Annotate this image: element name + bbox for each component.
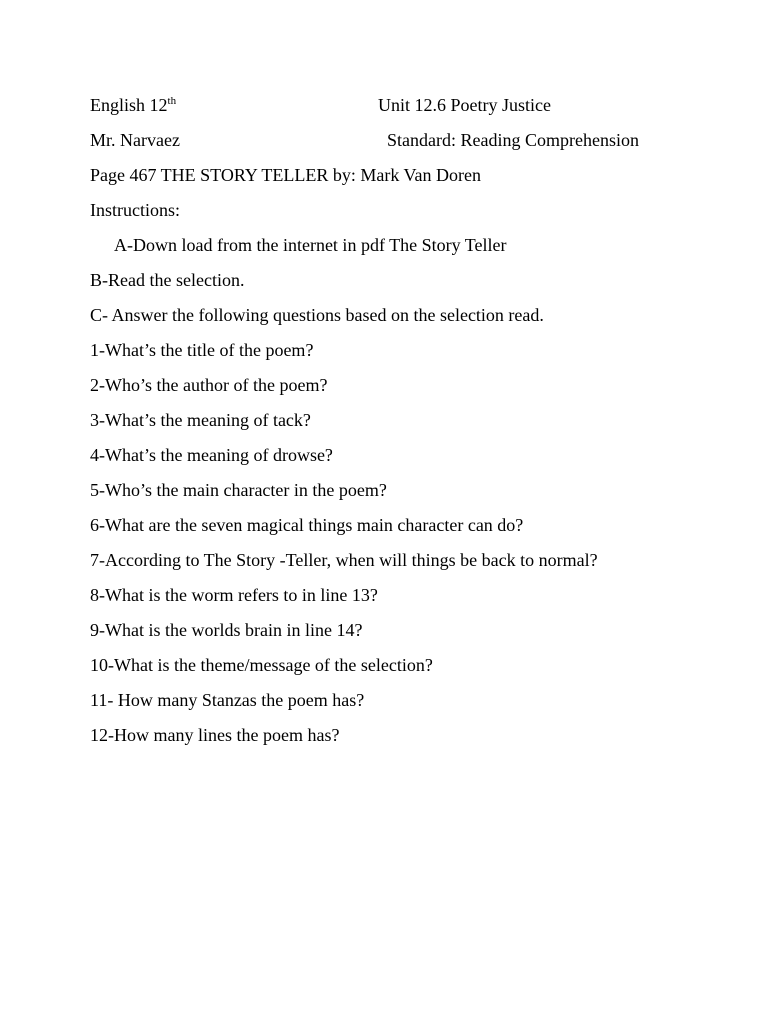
- unit-title: Unit 12.6 Poetry Justice: [378, 95, 551, 115]
- question-item: 10-What is the theme/message of the selection?: [90, 655, 433, 675]
- question-item: 4-What’s the meaning of drowse?: [90, 445, 333, 465]
- course-superscript: th: [167, 95, 177, 107]
- question-item: 11- How many Stanzas the poem has?: [90, 690, 365, 710]
- instruction-step: B-Read the selection.: [90, 270, 245, 290]
- assignment-line: Page 467 THE STORY TELLER by: Mark Van Doren: [90, 165, 481, 185]
- standard-label: Standard: Reading Comprehension: [387, 130, 639, 150]
- question-item: 7-According to The Story -Teller, when will things be back to normal?: [90, 550, 598, 570]
- instruction-step: A-Down load from the internet in pdf The Story Teller: [114, 235, 507, 255]
- question-item: 2-Who’s the author of the poem?: [90, 375, 328, 395]
- question-item: 3-What’s the meaning of tack?: [90, 410, 311, 430]
- question-item: 12-How many lines the poem has?: [90, 725, 340, 745]
- instruction-step: C- Answer the following questions based on the selection read.: [90, 305, 544, 325]
- question-item: 8-What is the worm refers to in line 13?: [90, 585, 378, 605]
- question-item: 9-What is the worlds brain in line 14?: [90, 620, 363, 640]
- question-item: 5-Who’s the main character in the poem?: [90, 480, 387, 500]
- instructions-heading: Instructions:: [90, 200, 180, 220]
- teacher-name: Mr. Narvaez: [90, 130, 180, 150]
- course-title: English 12th: [90, 95, 177, 115]
- question-item: 1-What’s the title of the poem?: [90, 340, 314, 360]
- question-item: 6-What are the seven magical things main character can do?: [90, 515, 524, 535]
